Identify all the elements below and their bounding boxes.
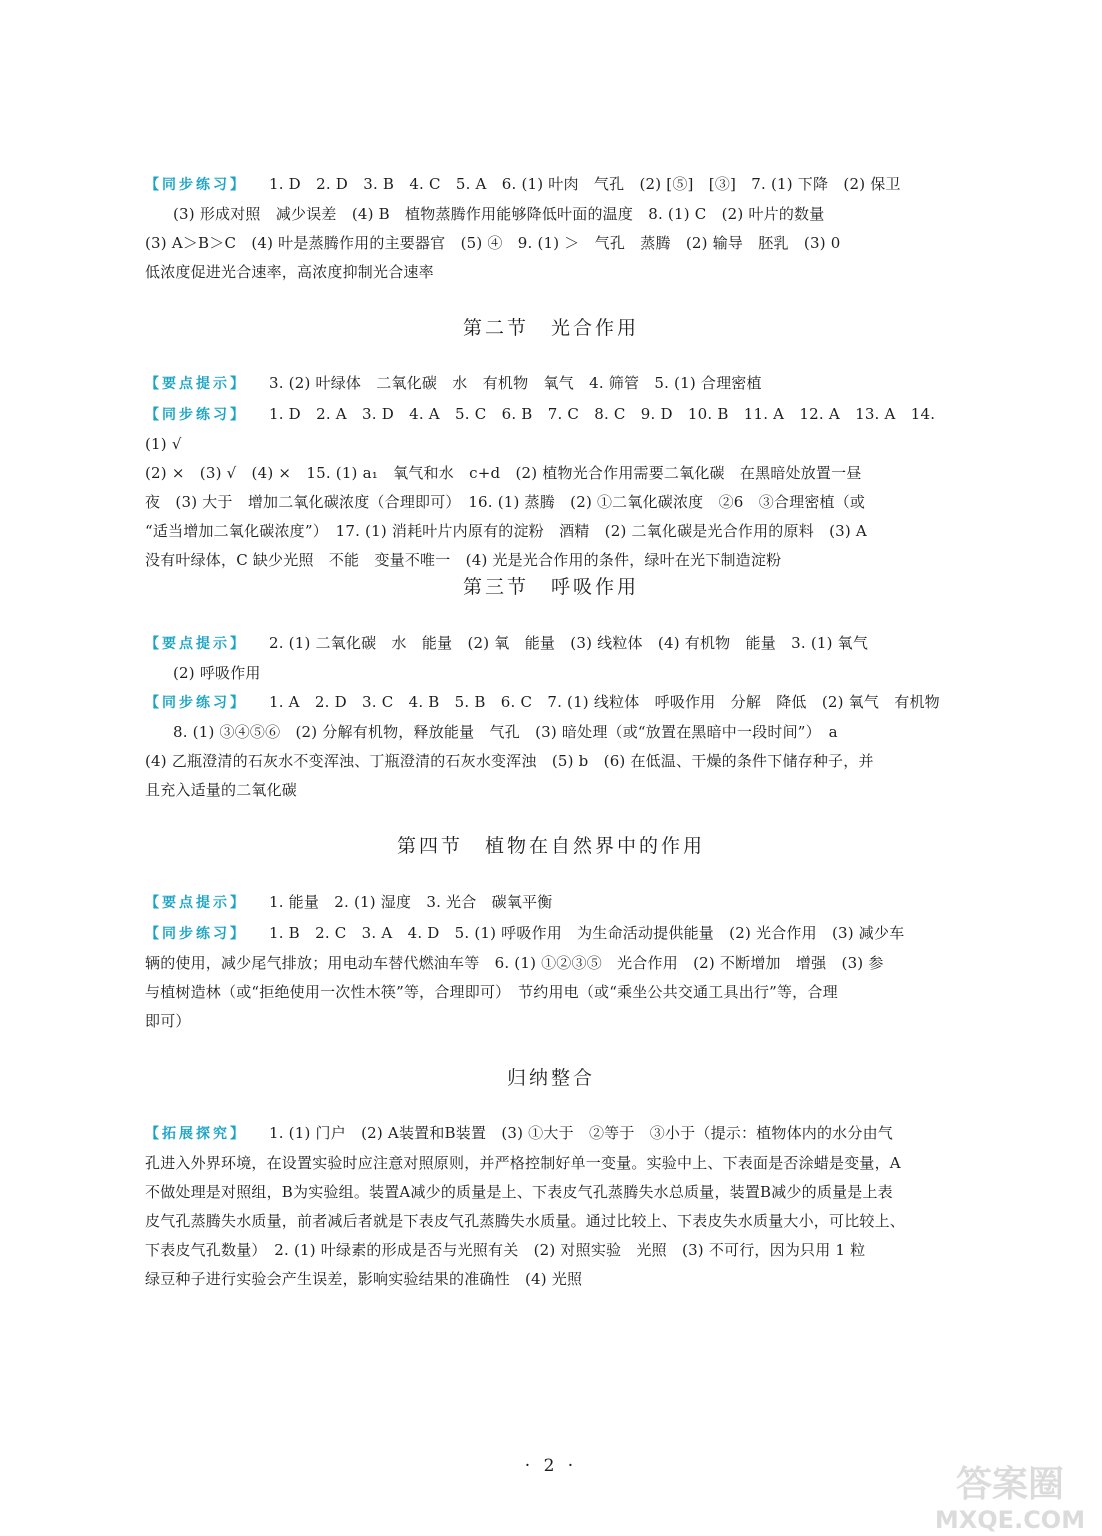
line	[145, 170, 960, 200]
section-tag: 【要点提示】	[145, 636, 247, 652]
sync-practice-block-4	[145, 919, 960, 1036]
sync-practice-block-3	[145, 688, 960, 805]
watermark-url: MXQE.COM	[934, 1506, 1086, 1534]
key-points-block-4	[145, 888, 960, 918]
line: 辆的使用，减少尾气排放；用电动车替代燃油车等 6. (1) ①②③⑤ 光合作用 (2) 不断增加 增强 (3) 参	[145, 954, 884, 972]
line: (2) 呼吸作用	[173, 664, 261, 682]
line	[145, 919, 960, 949]
line: 孔进入外界环境，在设置实验时应注意对照原则，并严格控制好单一变量。实验中上、下表面是否涂蜡是变量，A	[145, 1154, 901, 1172]
section-tag: 【要点提示】	[145, 376, 247, 392]
line	[145, 888, 960, 918]
section-title-3: 第三节 呼吸作用	[462, 576, 639, 598]
line-text: 1. D 2. D 3. B 4. C 5. A 6. (1) 叶肉 气孔 (2) [⑤] [③] 7. (1) 下降 (2) 保卫	[269, 175, 901, 193]
extension-block	[145, 1119, 960, 1294]
line: 不做处理是对照组，B为实验组。装置A减少的质量是上、下表皮气孔蒸腾失水总质量，装置B减少的质量是上表	[145, 1183, 893, 1201]
line: “适当增加二氧化碳浓度”） 17. (1) 消耗叶片内原有的淀粉 酒精 (2) 二氧化碳是光合作用的原料 (3) A	[145, 522, 867, 540]
key-points-block-3	[145, 629, 960, 688]
line	[145, 400, 960, 459]
line: (3) A＞B＞C (4) 叶是蒸腾作用的主要器官 (5) ④ 9. (1) ＞ 气孔 蒸腾 (2) 输导 胚乳 (3) 0	[145, 234, 841, 252]
line	[145, 688, 960, 718]
page-number: · 2 ·	[524, 1456, 578, 1476]
watermark-logo	[918, 1452, 1102, 1536]
line-text: 1. A 2. D 3. C 4. B 5. B 6. C 7. (1) 线粒体 呼吸作用 分解 降低 (2) 氧气 有机物	[269, 693, 940, 711]
line	[145, 629, 960, 659]
section-title-4: 第四节 植物在自然界中的作用	[396, 835, 705, 857]
watermark-text: 答案圈	[955, 1464, 1065, 1505]
line: 低浓度促进光合速率，高浓度抑制光合速率	[145, 263, 434, 281]
line-text: 3. (2) 叶绿体 二氧化碳 水 有机物 氧气 4. 筛管 5. (1) 合理密植	[269, 374, 762, 392]
line: 且充入适量的二氧化碳	[145, 781, 298, 799]
line: 皮气孔蒸腾失水质量，前者减后者就是下表皮气孔蒸腾失水质量。通过比较上、下表皮失水质量大小，可比较上、	[145, 1212, 906, 1230]
section-tag: 【拓展探究】	[145, 1126, 247, 1142]
section-tag: 【同步练习】	[145, 177, 247, 193]
line: 没有叶绿体，C 缺少光照 不能 变量不唯一 (4) 光是光合作用的条件，绿叶在光下制造淀粉	[145, 551, 782, 569]
section-tag: 【同步练习】	[145, 695, 247, 711]
section-tag: 【同步练习】	[145, 926, 247, 942]
sync-practice-block-2	[145, 400, 960, 575]
line	[145, 369, 960, 399]
line	[145, 1119, 960, 1149]
line: 下表皮气孔数量） 2. (1) 叶绿素的形成是否与光照有关 (2) 对照实验 光照 (3) 不可行，因为只用 1 粒	[145, 1241, 866, 1259]
line: 夜 (3) 大于 增加二氧化碳浓度（合理即可） 16. (1) 蒸腾 (2) ①二氧化碳浓度 ②6 ③合理密植（或	[145, 493, 866, 511]
key-points-block-2	[145, 369, 960, 399]
line: 8. (1) ③④⑤⑥ (2) 分解有机物，释放能量 气孔 (3) 暗处理（或“放置在黑暗中一段时间”） a	[173, 723, 838, 741]
section-tag: 【要点提示】	[145, 895, 247, 911]
line: (4) 乙瓶澄清的石灰水不变浑浊、丁瓶澄清的石灰水变浑浊 (5) b (6) 在低温、干燥的条件下储存种子，并	[145, 752, 874, 770]
line: 与植树造林（或“拒绝使用一次性木筷”等，合理即可） 节约用电（或“乘坐公共交通工具出行”等，合理	[145, 983, 838, 1001]
line-text: 1. (1) 门户 (2) A装置和B装置 (3) ①大于 ②等于 ③小于（提示：植物体内的水分由气	[269, 1124, 893, 1142]
section-title-5: 归纳整合	[506, 1067, 595, 1089]
sync-practice-block-1	[145, 170, 960, 287]
line: 绿豆种子进行实验会产生误差，影响实验结果的准确性 (4) 光照	[145, 1270, 583, 1288]
line: 即可）	[145, 1012, 191, 1030]
section-title-2: 第二节 光合作用	[462, 317, 639, 339]
line-text: 1. B 2. C 3. A 4. D 5. (1) 呼吸作用 为生命活动提供能量 (2) 光合作用 (3) 减少车	[269, 924, 905, 942]
line-text: 1. D 2. A 3. D 4. A 5. C 6. B 7. C 8. C 9. D 10. B 11. A 12. A 13. A 14. (1) √	[145, 405, 936, 453]
line: (2) × (3) √ (4) × 15. (1) a₁ 氧气和水 c+d (2) 植物光合作用需要二氧化碳 在黑暗处放置一昼	[145, 464, 862, 482]
section-tag: 【同步练习】	[145, 407, 247, 423]
line-text: 1. 能量 2. (1) 湿度 3. 光合 碳氧平衡	[269, 893, 553, 911]
line: (3) 形成对照 减少误差 (4) B 植物蒸腾作用能够降低叶面的温度 8. (1) C (2) 叶片的数量	[173, 205, 825, 223]
line-text: 2. (1) 二氧化碳 水 能量 (2) 氧 能量 (3) 线粒体 (4) 有机物 能量 3. (1) 氧气	[269, 634, 869, 652]
